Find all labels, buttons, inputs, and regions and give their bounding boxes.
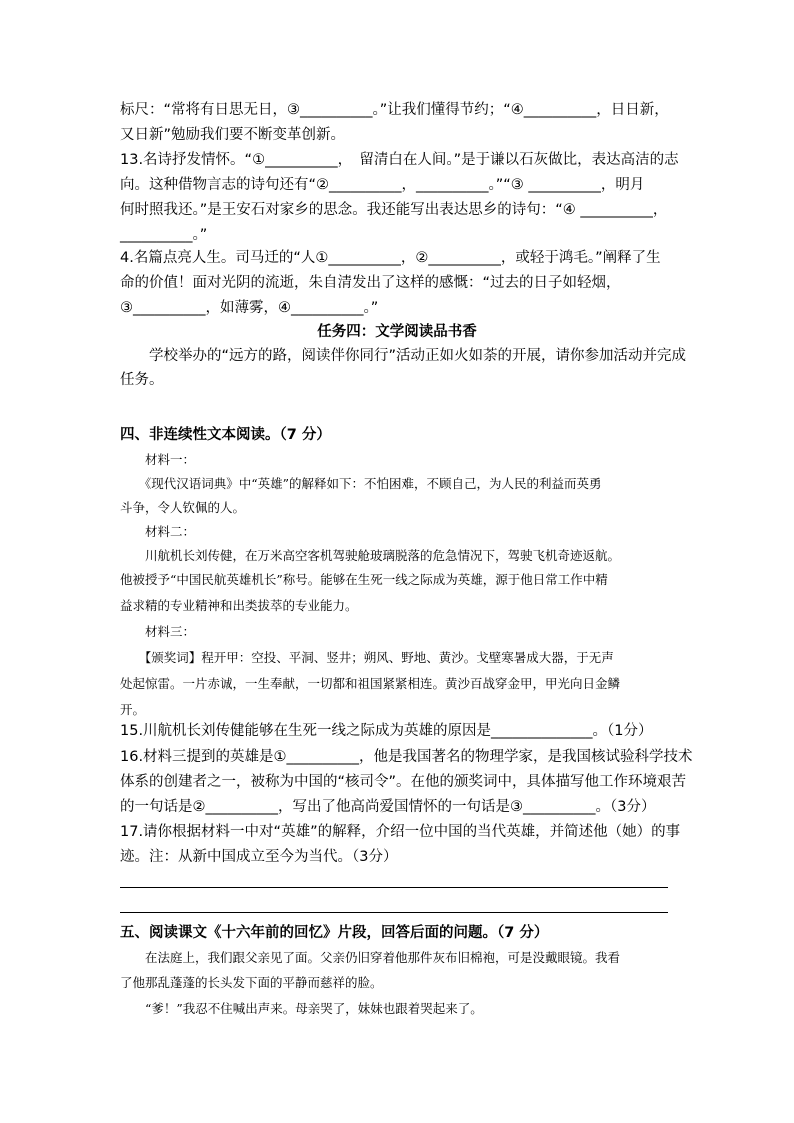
- section-five-heading: 五、阅读课文《十六年前的回忆》片段，回答后面的问题。（7 分）: [120, 925, 549, 941]
- text-line: 标尺：“常将有日思无日，③__________。”让我们懂得节约；“④__________，日日新，: [120, 102, 669, 118]
- answer-line[interactable]: [120, 887, 668, 888]
- task-four-title: 任务四：文学阅读品书香: [317, 324, 477, 340]
- material-text: 【颁奖词】程开甲：空投、平洞、竖井；朔风、野地、黄沙。戈壁寒暑成大器，于无声: [120, 650, 614, 665]
- text-line: 又日新”勉励我们要不断变革创新。: [120, 127, 346, 143]
- material-text: 益求精的专业精神和出类拔萃的专业能力。: [120, 598, 358, 613]
- text-line: ③__________，如薄雾，④__________。”: [120, 300, 379, 316]
- question-13: 13.名诗抒发情怀。“①__________， 留清白在人间。”是于谦以石灰做比，表达高洁的志: [120, 152, 679, 168]
- text-line: 学校举办的“远方的路，阅读伴你同行”活动正如火如荼的开展，请你参加活动并完成: [120, 348, 687, 364]
- question-16: 16.材料三提到的英雄是①__________，他是我国著名的物理学家，是我国核试验科学技术: [120, 749, 693, 765]
- text-line: 向。这种借物言志的诗句还有“②__________，__________。”“③ __________，明月: [120, 177, 645, 193]
- passage-text: 了他那乱蓬蓬的长头发下面的平静而慈祥的脸。: [120, 975, 383, 990]
- question-4: 4.名篇点亮人生。司马迁的“人①__________，②__________，或轻于鸿毛。”阐释了生: [120, 250, 661, 266]
- material-two-label: 材料二：: [120, 524, 196, 539]
- text-line: 体系的创建者之一，被称为中国的“核司令”。在他的颁奖词中，具体描写他工作环境艰苦: [120, 774, 687, 790]
- passage-text: 在法庭上，我们跟父亲见了面。父亲仍旧穿着他那件灰布旧棉袍，可是没戴眼镜。我看: [120, 950, 621, 965]
- material-text: 川航机长刘传健，在万米高空客机驾驶舱玻璃脱落的危急情况下，驾驶飞机奇迹返航。: [120, 548, 621, 563]
- material-one-label: 材料一：: [120, 452, 196, 467]
- text-line: 任务。: [120, 372, 164, 388]
- text-line: 何时照我还。”是王安石对家乡的思念。我还能写出表达思乡的诗句：“④ __________，: [120, 202, 668, 218]
- text-line: 命的价值！面对光阴的流逝，朱自清发出了这样的感慨：“过去的日子如轻烟，: [120, 275, 621, 291]
- material-text: 开。: [120, 702, 146, 717]
- text-line: 迹。注：从新中国成立至今为当代。（3分）: [120, 849, 398, 865]
- material-text: 《现代汉语词典》中“英雄”的解释如下：不怕困难，不顾自己，为人民的利益而英勇: [120, 476, 602, 491]
- text-line: __________。”: [120, 227, 208, 243]
- material-text: 斗争，令人钦佩的人。: [120, 500, 246, 515]
- material-text: 他被授予“中国民航英雄机长”称号。能够在生死一线之际成为英雄，源于他日常工作中精: [120, 572, 608, 587]
- material-text: 处起惊雷。一片赤诚，一生奉献，一切都和祖国紧紧相连。黄沙百战穿金甲，甲光向日金鳞: [120, 676, 621, 691]
- question-15: 15.川航机长刘传健能够在生死一线之际成为英雄的原因是______________。（1分）: [120, 723, 653, 739]
- material-three-label: 材料三：: [120, 624, 196, 639]
- section-four-heading: 四、非连续性文本阅读。（7 分）: [120, 427, 331, 443]
- answer-line[interactable]: [120, 912, 668, 913]
- passage-text: “爹！”我忍不住喊出声来。母亲哭了，妹妹也跟着哭起来了。: [120, 1001, 483, 1016]
- text-line: 的一句话是②__________，写出了他高尚爱国情怀的一句话是③__________。（3分）: [120, 799, 656, 815]
- question-17: 17.请你根据材料一中对“英雄”的解释，介绍一位中国的当代英雄，并简述他（她）的事: [120, 824, 681, 840]
